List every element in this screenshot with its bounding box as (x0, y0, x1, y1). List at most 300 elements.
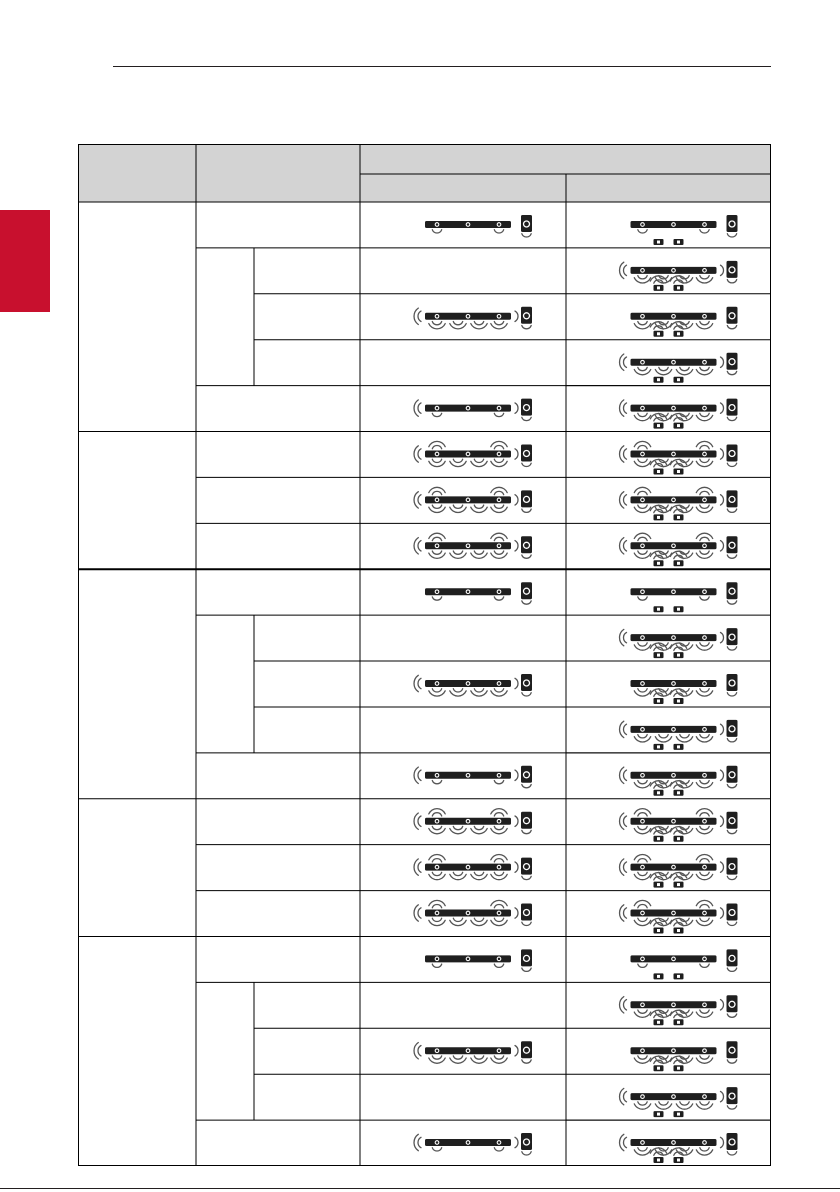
front-wave-arc (680, 367, 689, 370)
rear-speaker-mark (677, 654, 680, 657)
soundbar-shape (631, 818, 717, 825)
side-wave-arc (623, 862, 626, 872)
front-wave-arc (638, 230, 647, 233)
top-wave-arc (638, 859, 647, 862)
soundbar-shape (425, 496, 511, 503)
side-wave-arc (418, 495, 421, 505)
soundbar-shape (631, 1139, 717, 1146)
icon-cell-b (631, 582, 738, 612)
icon-cell-a (425, 215, 532, 237)
front-wave-arc (494, 505, 503, 508)
icon-cell-a (425, 949, 532, 971)
front-wave-arc (700, 1148, 709, 1151)
rear-speaker-mark (677, 424, 680, 427)
soundbar-shape (425, 1047, 511, 1054)
front-wave-arc (494, 413, 503, 416)
front-wave-arc (474, 1056, 483, 1059)
front-wave-arc (474, 918, 483, 921)
rear-speaker-mark (657, 791, 660, 794)
rear-speaker-mark (677, 1067, 680, 1070)
rear-speaker-mark (677, 470, 680, 473)
front-wave-arc (680, 1102, 689, 1105)
icon-cell-b (620, 1087, 738, 1117)
top-wave-arc (432, 905, 441, 908)
icon-cell-b (620, 900, 738, 933)
front-wave-arc (700, 597, 709, 600)
subwoofer-shape (727, 766, 738, 783)
front-wave-arc (638, 1102, 647, 1105)
rear-speaker-mark (677, 562, 680, 565)
rear-speaker-mark (677, 745, 680, 748)
subwoofer-shape (521, 904, 532, 921)
soundbar-shape (425, 588, 511, 595)
side-wave-arc (515, 541, 518, 551)
front-wave-arc (638, 826, 647, 829)
rear-speaker-mark (657, 1067, 660, 1070)
header-fill (78, 144, 771, 202)
icon-cell-b (620, 855, 738, 888)
icon-cell-a (414, 809, 532, 834)
side-wave-arc (515, 1137, 518, 1147)
top-wave-arc (638, 537, 647, 540)
woofer-wave-arc (727, 739, 736, 742)
front-wave-arc (453, 1056, 462, 1059)
front-wave-arc (638, 367, 647, 370)
rear-speaker-mark (657, 975, 660, 978)
soundbar-shape (631, 634, 717, 641)
front-wave-arc (432, 1056, 441, 1059)
front-wave-arc (494, 597, 503, 600)
icon-cell-b (620, 720, 738, 750)
rear-speaker-mark (677, 929, 680, 932)
side-wave-arc (623, 1091, 626, 1101)
side-wave-arc (721, 632, 724, 642)
subwoofer-shape (521, 1133, 532, 1150)
woofer-wave-arc (522, 876, 531, 879)
front-wave-arc (700, 1102, 709, 1105)
woofer-wave-arc (522, 234, 531, 237)
side-wave-arc (515, 678, 518, 688)
front-wave-arc (700, 551, 709, 554)
side-wave-arc (515, 862, 518, 872)
front-wave-arc (432, 413, 441, 416)
side-wave-arc (721, 403, 724, 413)
side-wave-arc (418, 816, 421, 826)
top-wave-arc (432, 537, 441, 540)
side-wave-arc (721, 1091, 724, 1101)
icon-cell-a (414, 855, 532, 880)
front-wave-arc (432, 689, 441, 692)
side-wave-arc (418, 541, 421, 551)
subwoofer-shape (727, 949, 738, 966)
side-wave-arc (515, 770, 518, 780)
icon-cell-b (631, 307, 738, 337)
icon-cell-a (414, 900, 532, 925)
rear-speaker-mark (677, 883, 680, 886)
top-wave-arc (494, 491, 503, 494)
side-wave-arc (515, 403, 518, 413)
front-wave-arc (494, 826, 503, 829)
front-wave-arc (638, 276, 647, 279)
front-wave-arc (700, 367, 709, 370)
front-wave-arc (474, 459, 483, 462)
soundbar-shape (631, 267, 717, 274)
woofer-wave-arc (727, 326, 736, 329)
side-wave-arc (623, 495, 626, 505)
woofer-wave-arc (522, 509, 531, 512)
front-wave-arc (638, 872, 647, 875)
side-wave-arc (721, 357, 724, 367)
rear-speaker-mark (677, 1159, 680, 1162)
rear-speaker-mark (657, 929, 660, 932)
icon-cell-b (631, 674, 738, 704)
rear-speaker-mark (657, 470, 660, 473)
subwoofer-shape (727, 812, 738, 829)
front-wave-arc (638, 597, 647, 600)
side-wave-arc (623, 908, 626, 918)
front-wave-arc (638, 1148, 647, 1151)
front-wave-arc (432, 781, 441, 784)
subwoofer-shape (727, 995, 738, 1012)
header-rule (113, 66, 771, 67)
front-wave-arc (638, 781, 647, 784)
front-wave-arc (432, 230, 441, 233)
soundbar-shape (425, 405, 511, 412)
icon-cell-b (620, 261, 738, 291)
subwoofer-shape (727, 858, 738, 875)
front-wave-arc (700, 735, 709, 738)
front-wave-arc (474, 826, 483, 829)
woofer-wave-arc (522, 693, 531, 696)
icon-cell-b (631, 215, 738, 245)
front-wave-arc (494, 689, 503, 692)
front-wave-arc (700, 505, 709, 508)
front-wave-arc (474, 322, 483, 325)
soundbar-shape (425, 221, 511, 228)
icon-cell-b (620, 533, 738, 566)
soundbar-shape (631, 496, 717, 503)
subwoofer-shape (727, 445, 738, 462)
rear-speaker-mark (657, 241, 660, 244)
top-wave-arc (700, 537, 709, 540)
side-wave-arc (721, 770, 724, 780)
top-wave-arc (432, 813, 441, 816)
front-wave-arc (700, 459, 709, 462)
top-wave-arc (494, 813, 503, 816)
soundbar-shape (425, 313, 511, 320)
front-wave-arc (494, 781, 503, 784)
top-wave-arc (638, 446, 647, 449)
soundbar-shape (425, 680, 511, 687)
subwoofer-shape (727, 628, 738, 645)
side-wave-arc (721, 908, 724, 918)
icon-cell-a (414, 1133, 532, 1155)
side-wave-arc (623, 403, 626, 413)
woofer-wave-arc (522, 417, 531, 420)
front-wave-arc (638, 1010, 647, 1013)
soundbar-shape (631, 1047, 717, 1054)
soundbar-shape (425, 772, 511, 779)
front-wave-arc (453, 505, 462, 508)
front-wave-arc (700, 413, 709, 416)
rear-speaker-mark (657, 883, 660, 886)
woofer-wave-arc (522, 1060, 531, 1063)
speaker-mode-table (78, 144, 771, 1166)
front-wave-arc (638, 551, 647, 554)
rear-speaker-mark (657, 424, 660, 427)
rear-speaker-mark (657, 1159, 660, 1162)
subwoofer-shape (727, 904, 738, 921)
front-wave-arc (494, 1056, 503, 1059)
front-wave-arc (700, 230, 709, 233)
side-wave-arc (418, 1046, 421, 1056)
subwoofer-shape (727, 399, 738, 416)
icon-cell-b (620, 487, 738, 520)
front-wave-arc (700, 643, 709, 646)
front-wave-arc (453, 459, 462, 462)
subwoofer-shape (521, 215, 532, 232)
icon-cell-a (414, 441, 532, 466)
woofer-wave-arc (522, 968, 531, 971)
soundbar-shape (631, 1001, 717, 1008)
soundbar-shape (631, 588, 717, 595)
woofer-wave-arc (522, 555, 531, 558)
rear-speaker-mark (657, 562, 660, 565)
subwoofer-shape (727, 674, 738, 691)
woofer-wave-arc (727, 555, 736, 558)
soundbar-shape (425, 451, 511, 458)
rear-speaker-mark (677, 1113, 680, 1116)
top-wave-arc (432, 446, 441, 449)
rear-speaker-mark (677, 791, 680, 794)
front-wave-arc (638, 735, 647, 738)
woofer-wave-arc (522, 326, 531, 329)
woofer-wave-arc (727, 1152, 736, 1155)
top-wave-arc (638, 813, 647, 816)
subwoofer-shape (521, 858, 532, 875)
front-wave-arc (700, 1010, 709, 1013)
front-wave-arc (494, 964, 503, 967)
front-wave-arc (638, 689, 647, 692)
soundbar-shape (425, 542, 511, 549)
front-wave-arc (474, 872, 483, 875)
front-wave-arc (494, 1148, 503, 1151)
front-wave-arc (432, 872, 441, 875)
soundbar-shape (425, 910, 511, 917)
front-wave-arc (700, 322, 709, 325)
woofer-wave-arc (522, 785, 531, 788)
front-wave-arc (432, 964, 441, 967)
side-wave-arc (418, 311, 421, 321)
top-wave-arc (494, 905, 503, 908)
side-wave-arc (418, 1137, 421, 1147)
front-wave-arc (453, 551, 462, 554)
woofer-wave-arc (727, 1014, 736, 1017)
front-wave-arc (659, 367, 668, 370)
front-wave-arc (494, 551, 503, 554)
subwoofer-shape (521, 949, 532, 966)
woofer-wave-arc (727, 417, 736, 420)
front-wave-arc (700, 689, 709, 692)
side-wave-arc (418, 908, 421, 918)
subwoofer-shape (727, 261, 738, 278)
rear-speaker-mark (677, 608, 680, 611)
top-wave-arc (700, 813, 709, 816)
front-wave-arc (432, 597, 441, 600)
side-wave-arc (623, 1137, 626, 1147)
icon-cell-a (414, 766, 532, 788)
woofer-wave-arc (727, 785, 736, 788)
woofer-wave-arc (727, 1060, 736, 1063)
woofer-wave-arc (727, 371, 736, 374)
top-wave-arc (494, 537, 503, 540)
rear-speaker-mark (657, 1113, 660, 1116)
subwoofer-shape (521, 399, 532, 416)
woofer-wave-arc (727, 234, 736, 237)
icon-cell-b (620, 353, 738, 383)
front-wave-arc (453, 689, 462, 692)
subwoofer-shape (727, 720, 738, 737)
woofer-wave-arc (727, 1106, 736, 1109)
icon-cell-b (620, 1133, 738, 1163)
top-wave-arc (494, 859, 503, 862)
side-wave-arc (623, 1000, 626, 1010)
side-wave-arc (515, 816, 518, 826)
footer-rule (0, 1188, 840, 1189)
subwoofer-shape (727, 1087, 738, 1104)
woofer-wave-arc (727, 463, 736, 466)
front-wave-arc (432, 826, 441, 829)
side-wave-arc (721, 495, 724, 505)
woofer-wave-arc (522, 922, 531, 925)
soundbar-shape (425, 818, 511, 825)
front-wave-arc (432, 551, 441, 554)
side-wave-arc (623, 265, 626, 275)
side-wave-arc (515, 908, 518, 918)
front-wave-arc (659, 1102, 668, 1105)
rear-speaker-mark (677, 332, 680, 335)
rear-speaker-mark (677, 241, 680, 244)
front-wave-arc (432, 918, 441, 921)
icon-cell-b (620, 766, 738, 796)
soundbar-shape (631, 405, 717, 412)
woofer-wave-arc (727, 509, 736, 512)
side-wave-arc (418, 403, 421, 413)
icon-cell-a (414, 487, 532, 512)
icon-cell-b (631, 949, 738, 979)
front-wave-arc (474, 551, 483, 554)
front-wave-arc (432, 459, 441, 462)
soundbar-shape (425, 1139, 511, 1146)
icon-cell-b (631, 1041, 738, 1071)
top-wave-arc (638, 905, 647, 908)
icon-cell-b (620, 399, 738, 429)
soundbar-shape (631, 726, 717, 733)
front-wave-arc (638, 964, 647, 967)
icon-cell-b (620, 995, 738, 1025)
front-wave-arc (638, 459, 647, 462)
front-wave-arc (638, 413, 647, 416)
subwoofer-shape (521, 1041, 532, 1058)
front-wave-arc (494, 918, 503, 921)
subwoofer-shape (521, 490, 532, 507)
woofer-wave-arc (522, 463, 531, 466)
side-wave-arc (721, 862, 724, 872)
rear-speaker-mark (657, 608, 660, 611)
icon-cell-b (620, 809, 738, 842)
rear-speaker-mark (657, 286, 660, 289)
side-wave-arc (721, 449, 724, 459)
soundbar-shape (631, 542, 717, 549)
front-wave-arc (700, 781, 709, 784)
front-wave-arc (432, 322, 441, 325)
front-wave-arc (638, 643, 647, 646)
rear-speaker-mark (677, 700, 680, 703)
top-wave-arc (432, 859, 441, 862)
side-wave-arc (721, 724, 724, 734)
front-wave-arc (474, 689, 483, 692)
woofer-wave-arc (522, 830, 531, 833)
top-wave-arc (432, 491, 441, 494)
soundbar-shape (631, 955, 717, 962)
side-wave-arc (721, 1137, 724, 1147)
subwoofer-shape (521, 812, 532, 829)
subwoofer-shape (521, 307, 532, 324)
soundbar-shape (425, 864, 511, 871)
rear-speaker-mark (657, 837, 660, 840)
front-wave-arc (494, 872, 503, 875)
soundbar-shape (425, 955, 511, 962)
icon-cell-b (620, 628, 738, 658)
woofer-wave-arc (727, 693, 736, 696)
rear-speaker-mark (657, 1021, 660, 1024)
woofer-wave-arc (522, 1152, 531, 1155)
top-wave-arc (494, 446, 503, 449)
side-wave-arc (721, 1000, 724, 1010)
front-wave-arc (638, 1056, 647, 1059)
soundbar-shape (631, 359, 717, 366)
woofer-wave-arc (727, 280, 736, 283)
woofer-wave-arc (522, 601, 531, 604)
front-wave-arc (453, 872, 462, 875)
soundbar-shape (631, 451, 717, 458)
subwoofer-shape (521, 674, 532, 691)
icon-cell-a (414, 674, 532, 696)
chapter-side-tab (0, 210, 50, 312)
side-wave-arc (515, 311, 518, 321)
side-wave-arc (623, 449, 626, 459)
front-wave-arc (432, 505, 441, 508)
icon-cell-a (425, 582, 532, 604)
front-wave-arc (638, 918, 647, 921)
subwoofer-shape (521, 445, 532, 462)
side-wave-arc (623, 816, 626, 826)
woofer-wave-arc (727, 830, 736, 833)
side-wave-arc (623, 632, 626, 642)
front-wave-arc (638, 505, 647, 508)
rear-speaker-mark (677, 1021, 680, 1024)
front-wave-arc (432, 1148, 441, 1151)
front-wave-arc (494, 459, 503, 462)
front-wave-arc (494, 322, 503, 325)
rear-speaker-mark (657, 700, 660, 703)
top-wave-arc (700, 905, 709, 908)
side-wave-arc (623, 541, 626, 551)
subwoofer-shape (727, 307, 738, 324)
side-wave-arc (418, 678, 421, 688)
top-wave-arc (638, 491, 647, 494)
subwoofer-shape (727, 490, 738, 507)
